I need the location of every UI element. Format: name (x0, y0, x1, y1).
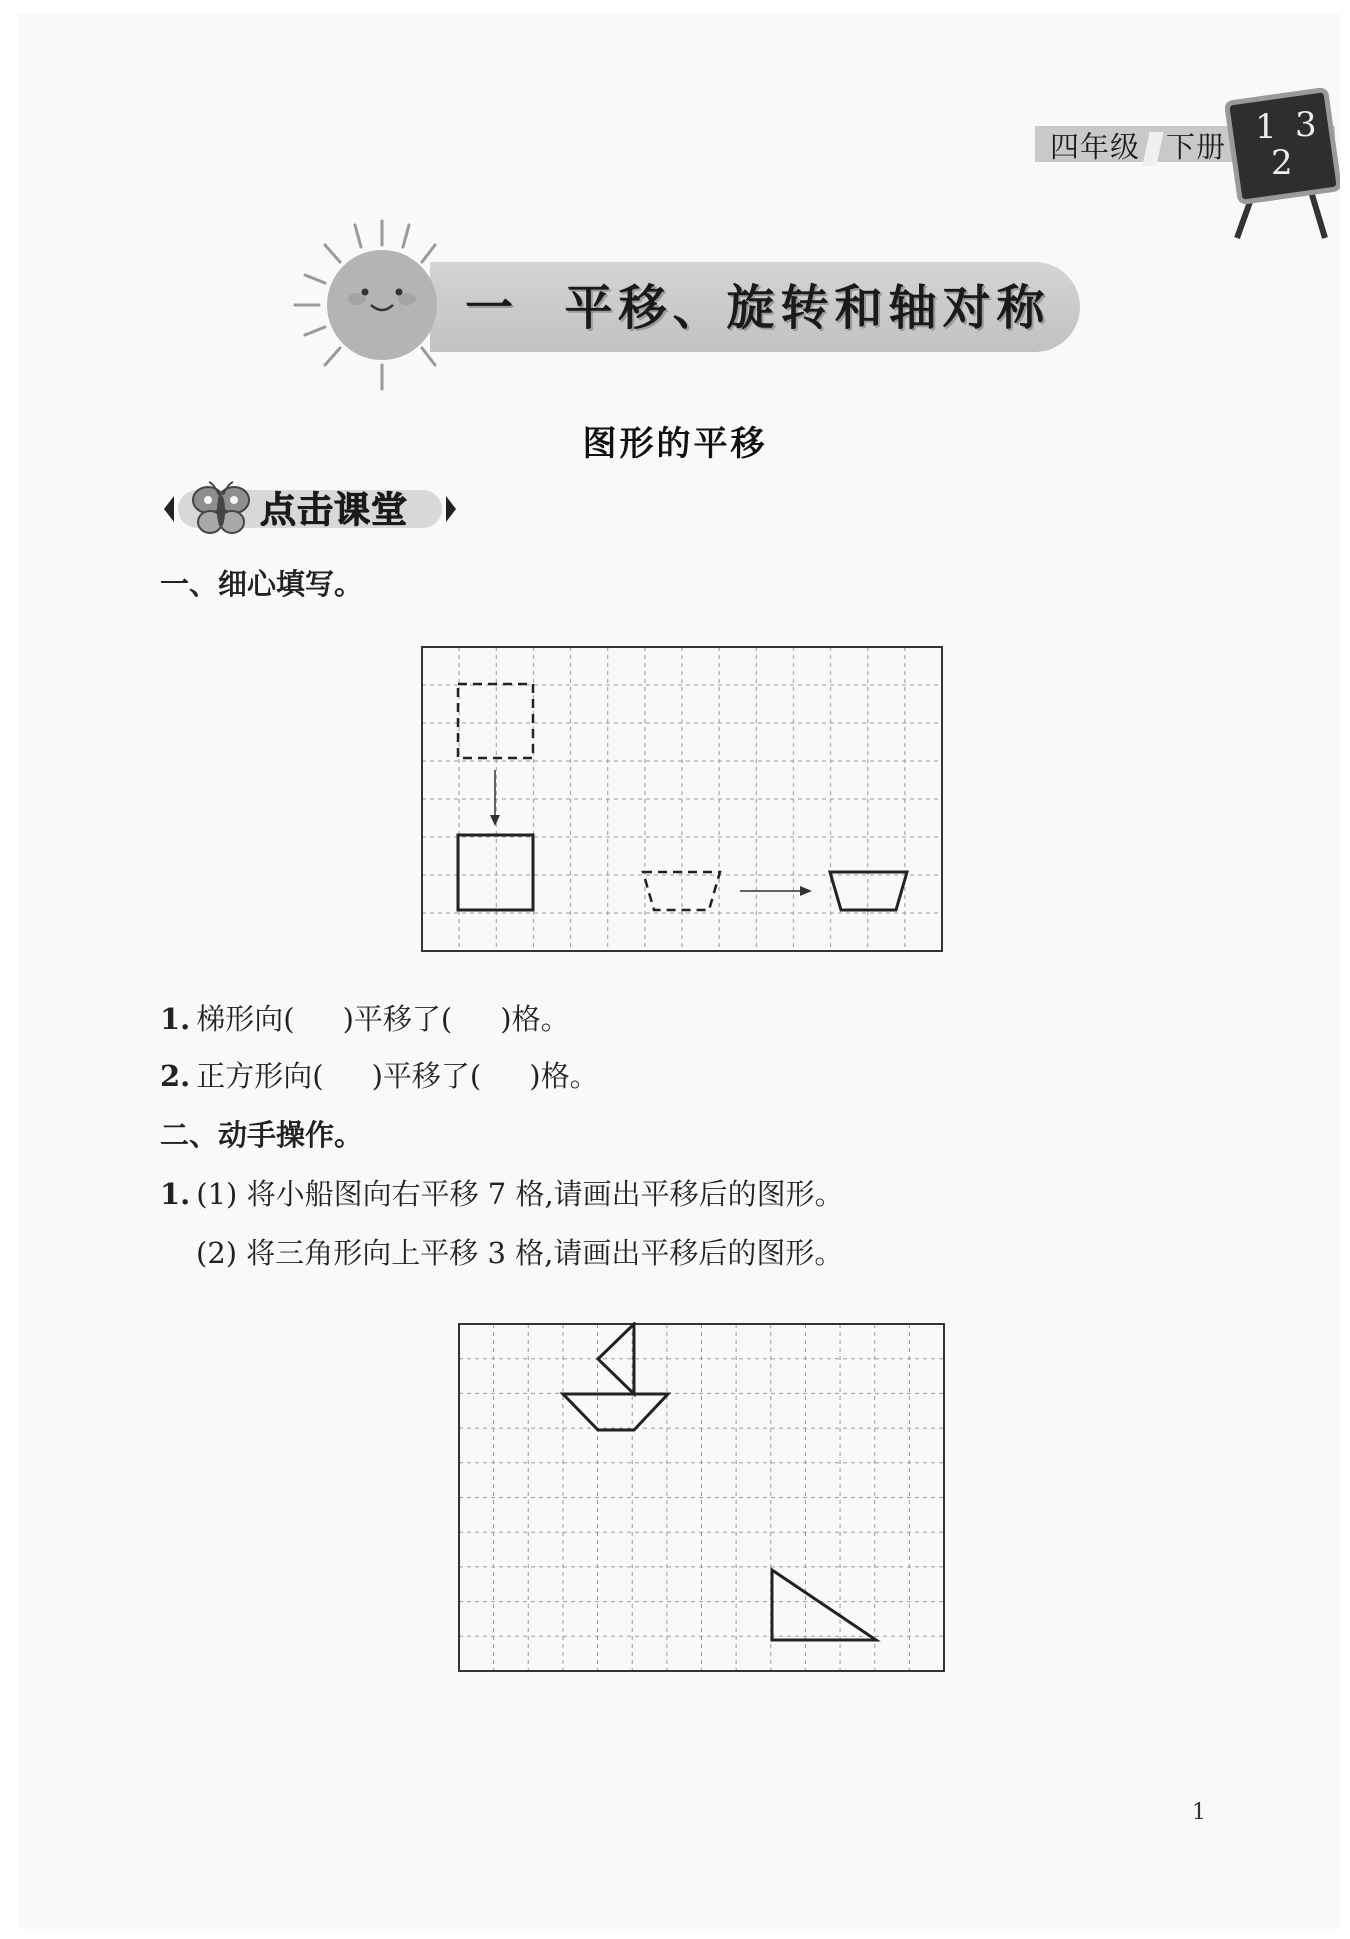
trapezoid-moved (830, 872, 907, 910)
chapter-title (465, 270, 1050, 346)
question-2-1-item-2 (196, 1231, 843, 1272)
grid-figure-1 (420, 645, 944, 955)
boat-hull (563, 1394, 668, 1430)
grade-label (1050, 125, 1226, 166)
badge-digit-3: 3 (1295, 105, 1317, 145)
question-text-before: 正方形向( (196, 1059, 324, 1093)
grade-separator (1142, 132, 1163, 166)
part1-heading: 一、细心填写。 (160, 567, 364, 601)
square-moved (458, 835, 533, 910)
square-arrow-head (490, 815, 500, 826)
badge-digit-2: 2 (1271, 143, 1293, 183)
chalkboard-icon (1225, 88, 1340, 248)
section-tag (160, 478, 460, 540)
question-number: 1. (160, 1002, 191, 1036)
question-text-middle: )平移了( (342, 1002, 453, 1036)
butterfly-icon (186, 478, 258, 540)
page-number: 1 (1192, 1800, 1206, 1825)
part2-heading: 二、动手操作。 (160, 1118, 364, 1152)
question-text-middle: )平移了( (371, 1059, 482, 1093)
chapter-name: 平移、旋转和轴对称 (564, 280, 1051, 336)
right-triangle (772, 1570, 876, 1640)
volume-text: 下册 (1166, 130, 1227, 164)
item-text: (2) 将三角形向上平移 3 格,请画出平移后的图形。 (196, 1236, 844, 1270)
item-text: (1) 将小船图向右平移 7 格,请画出平移后的图形。 (196, 1177, 844, 1211)
question-1-2 (160, 1054, 599, 1095)
chalkboard-leg-right (1310, 188, 1325, 238)
sun-icon (285, 215, 470, 395)
sun-face (327, 250, 437, 360)
question-number: 2. (160, 1059, 191, 1093)
question-number: 1. (160, 1177, 191, 1211)
grid2-lines (459, 1324, 944, 1671)
question-1-1 (160, 997, 570, 1038)
chapter-number: 一 (465, 280, 520, 336)
grid1-lines (422, 647, 942, 951)
section-title: 图形的平移 (582, 424, 768, 464)
grid-figure-2 (457, 1322, 947, 1674)
grade-text: 四年级 (1050, 130, 1141, 164)
question-text-before: 梯形向( (196, 1002, 295, 1036)
question-text-after: )格。 (500, 1002, 570, 1036)
badge-digit-1: 1 (1255, 107, 1277, 147)
question-text-after: )格。 (529, 1059, 599, 1093)
trapezoid-arrow-head (800, 886, 812, 896)
question-2-1-item-1 (160, 1172, 844, 1213)
square-original-dashed (458, 684, 533, 758)
tag-label: 点击课堂 (260, 490, 409, 531)
